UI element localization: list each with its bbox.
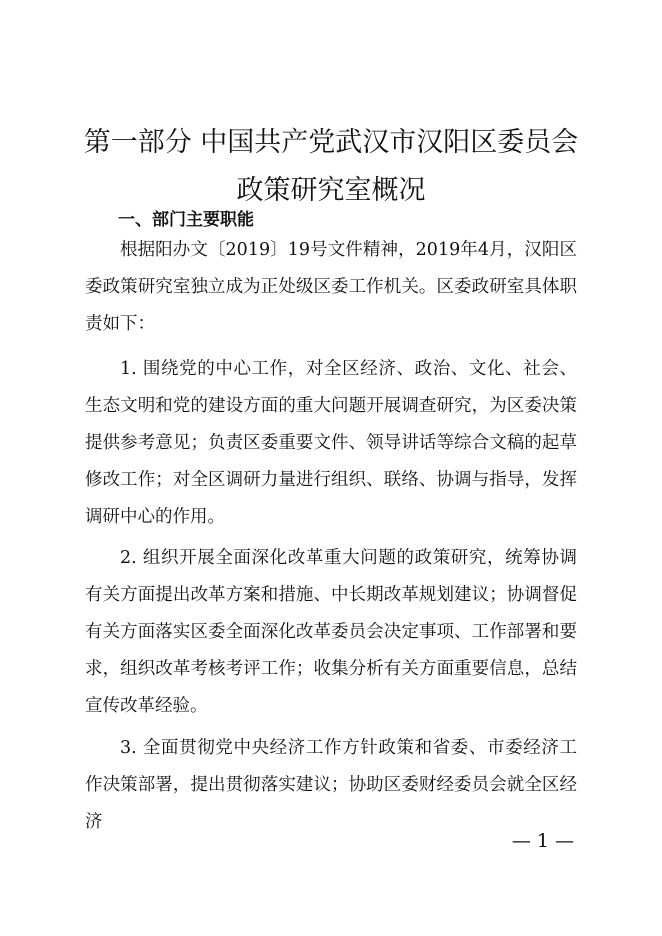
section-heading: 一、部门主要职能 [118, 210, 254, 230]
paragraph-duty-3: 3. 全面贯彻党中央经济工作方针政策和省委、市委经济工作决策部署，提出贯彻落实建议；协助区委财经委员会就全区经济 [85, 738, 577, 832]
paragraph-intro: 根据阳办文〔2019〕19号文件精神，2019年4月，汉阳区委政策研究室独立成为正处级区委工作机关。区委政研室具体职责如下： [85, 240, 577, 334]
document-title-line-2: 政策研究室概况 [236, 175, 426, 206]
paragraph-duty-1: 1. 围绕党的中心工作，对全区经济、政治、文化、社会、生态文明和党的建设方面的重大问题开展调查研究，为区委决策提供参考意见；负责区委重要文件、领导讲话等综合文稿的起草修改工作；对全区调研力量进行组织、联络、协调与指导，发挥调研中心的作用。 [85, 359, 577, 527]
paragraph-duty-2: 2. 组织开展全面深化改革重大问题的政策研究，统筹协调有关方面提出改革方案和措施、中长期改革规划建议；协调督促有关方面落实区委全面深化改革委员会决定事项、工作部署和要求，组织改革考核考评工作；收集分析有关方面重要信息，总结宣传改革经验。 [85, 548, 577, 716]
document-title-line-1: 第一部分 中国共产党武汉市汉阳区委员会 [83, 127, 579, 158]
page-number: — 1 — [511, 830, 574, 852]
